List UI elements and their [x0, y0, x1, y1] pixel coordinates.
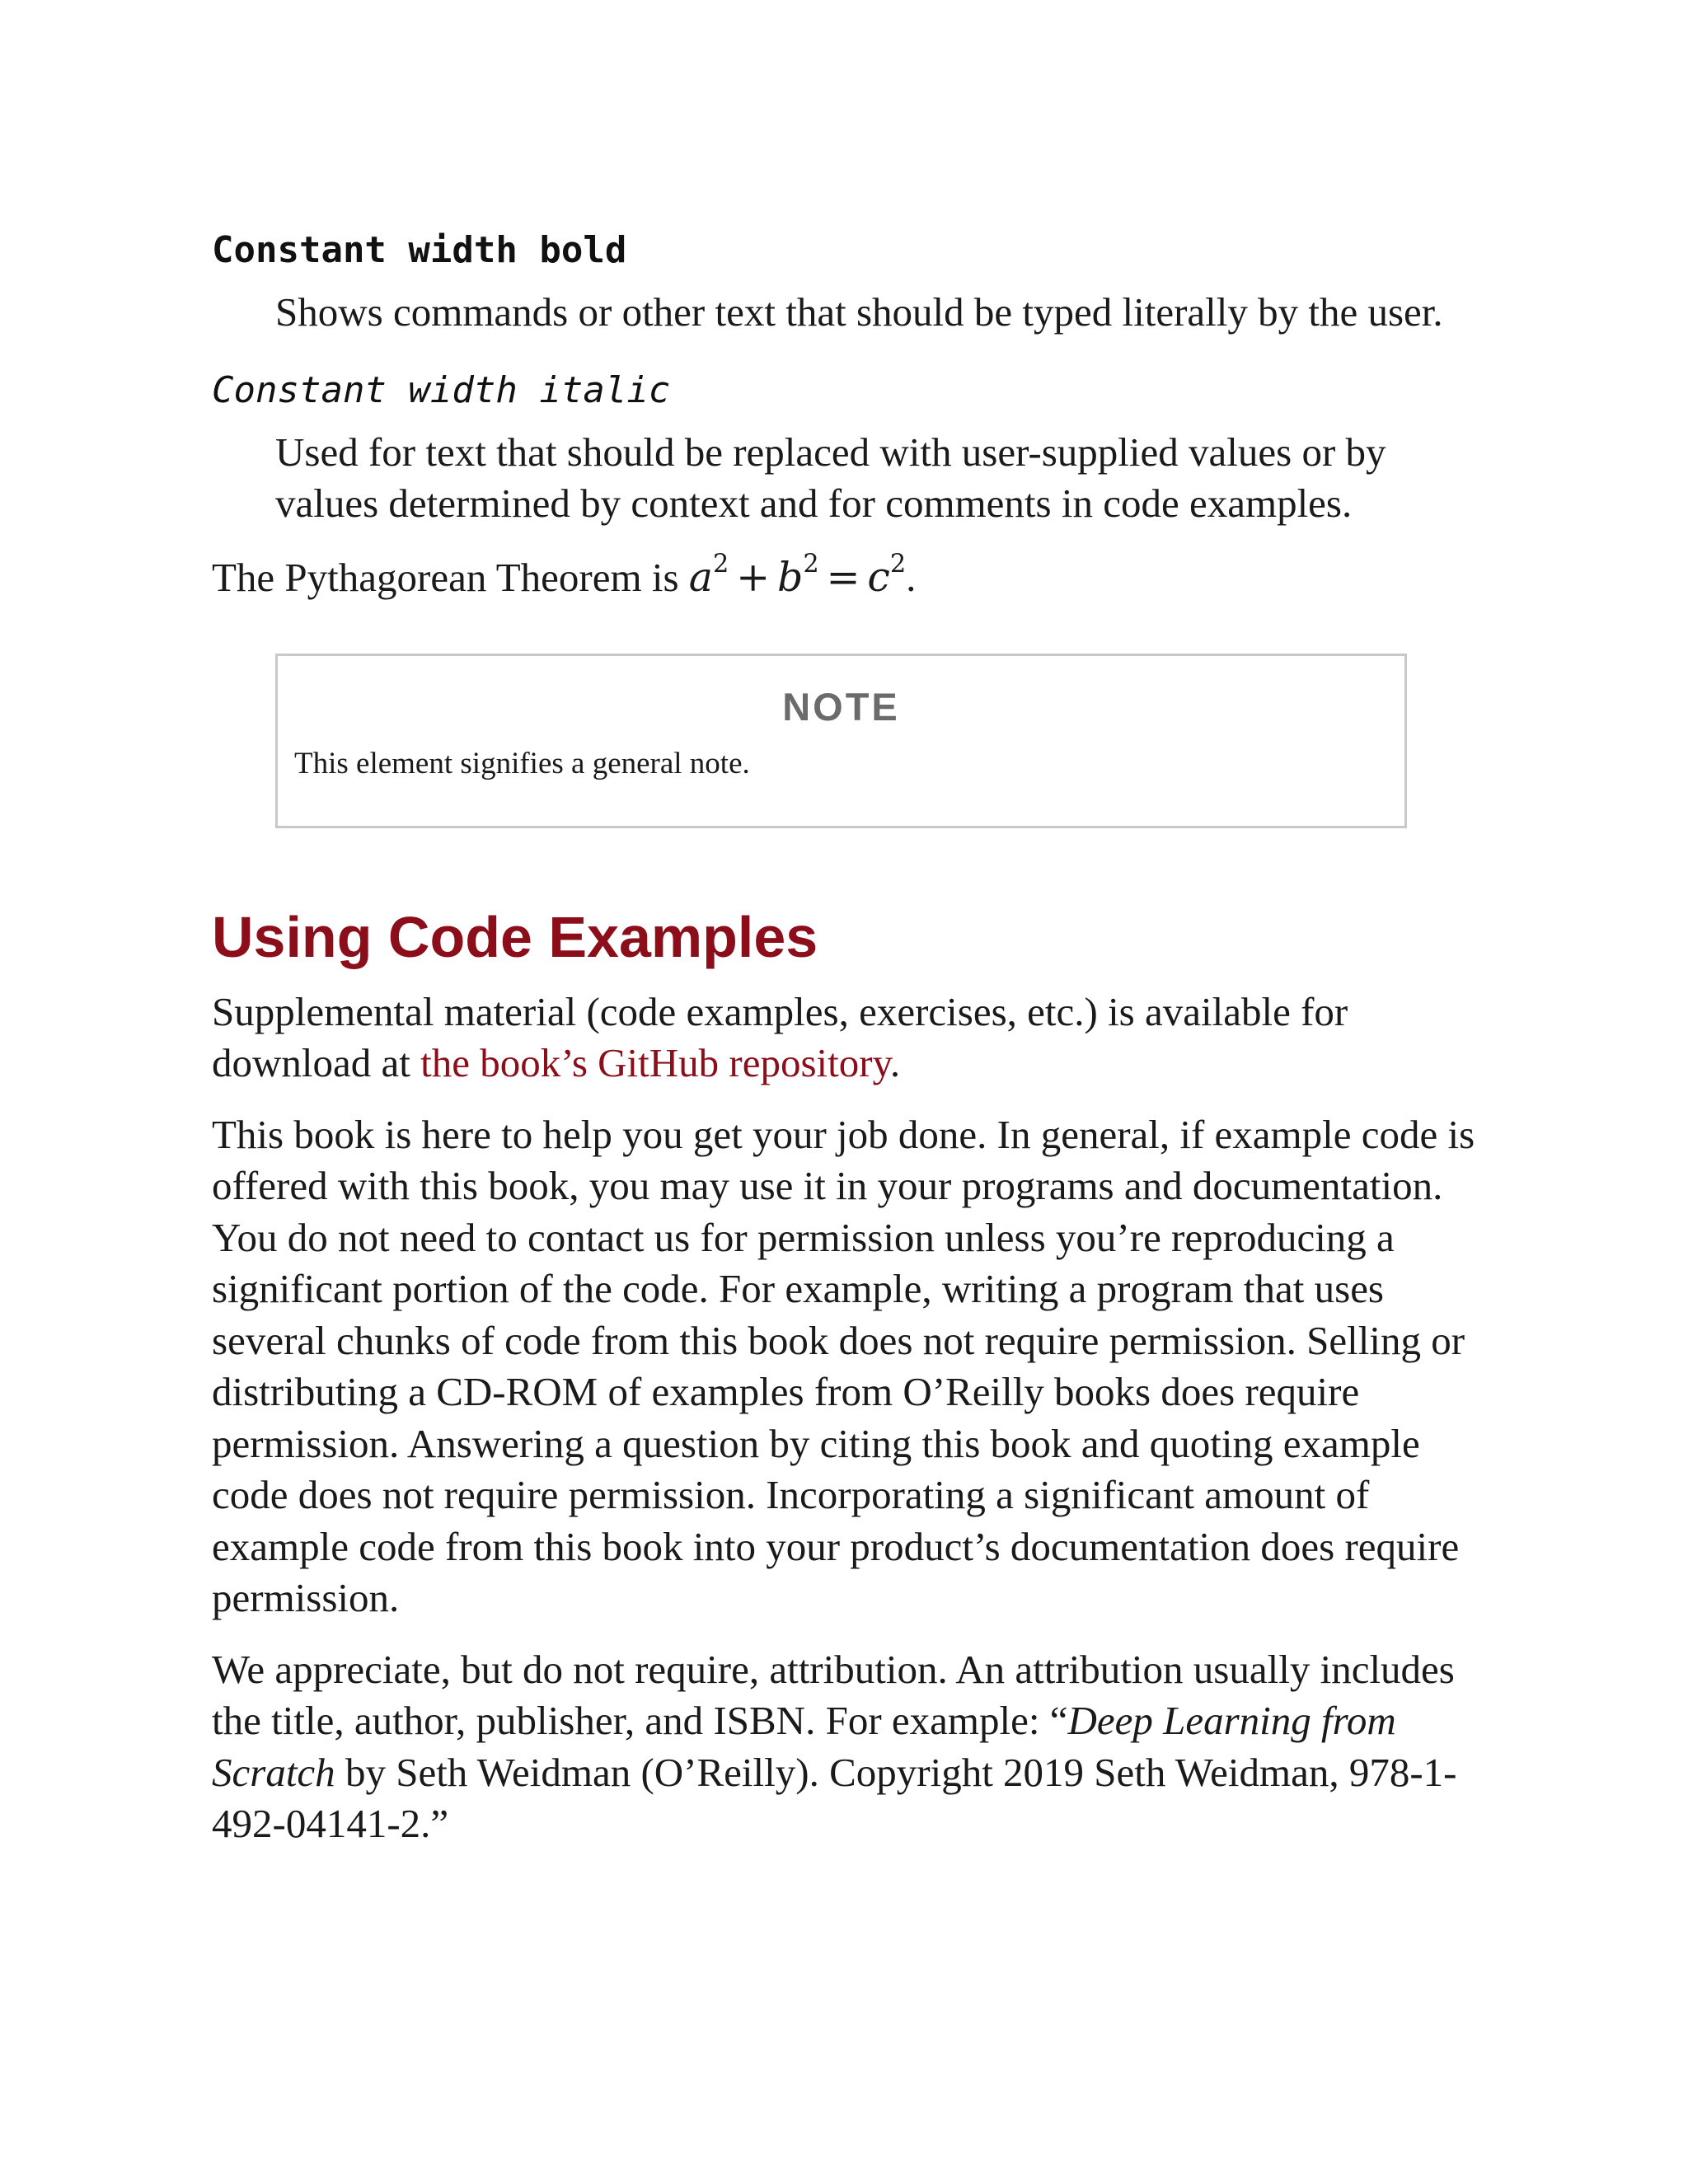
page-content	[212, 221, 1485, 1870]
note-box	[275, 654, 1407, 828]
theorem-equation	[688, 550, 907, 601]
math-var-b: b	[777, 554, 804, 601]
section-heading: Using Code Examples	[212, 904, 818, 969]
supplemental-period: .	[889, 1040, 901, 1085]
note-text: This element signifies a general note.	[294, 746, 750, 780]
math-exp-a: 2	[712, 550, 729, 579]
attribution-paragraph	[212, 1644, 1485, 1850]
math-var-c: c	[867, 554, 890, 601]
convention-term-italic: Constant width italic	[212, 369, 671, 411]
math-equals: =	[826, 554, 860, 601]
convention-def-bold: Shows commands or other text that should be typed literally by the user.	[275, 289, 1443, 335]
convention-def-italic: Used for text that should be replaced with user-supplied values or by values determined by context and for comments in code examples.	[275, 429, 1386, 526]
theorem-prefix: The Pythagorean Theorem is	[212, 555, 679, 600]
theorem-suffix: .	[906, 555, 917, 600]
note-title: NOTE	[782, 684, 900, 729]
attribution-text: We appreciate, but do not require, attribution. An attribution usually includes the title, author, publisher, and ISBN. For example: “	[212, 1646, 1455, 1743]
math-plus: +	[736, 554, 771, 601]
book-title: Deep Learning from Scratch	[212, 1698, 1396, 1795]
permissions-paragraph: This book is here to help you get your job done. In general, if example code is offered with this book, you may use it in your programs and documentation. You do not need to contact us for permission unless you’re reproducing a significant portion of the code. For example, writing a program that uses several chunks of code from this book does not require permission. Selling or distributing a CD-ROM of examples from O’Reilly books does require permission. Answering a question by citing this book and quoting example code does not require permission. Incorporating a significant amount of example code from this book into your product’s documentation does require permission.	[212, 1111, 1475, 1620]
theorem-paragraph	[212, 552, 1485, 604]
supplemental-paragraph	[212, 987, 1485, 1090]
convention-term-bold: Constant width bold	[212, 229, 627, 271]
math-exp-c: 2	[889, 550, 907, 579]
math-var-a: a	[688, 554, 713, 601]
math-exp-b: 2	[803, 550, 819, 579]
github-repository-link[interactable]: the book’s GitHub repository	[420, 1040, 890, 1085]
supplemental-text: Supplemental material (code examples, exercises, etc.) is available for download at	[212, 988, 1348, 1085]
attribution-tail: by Seth Weidman (O’Reilly). Copyright 2019 Seth Weidman, 978-1-492-04141-2.”	[212, 1749, 1457, 1846]
